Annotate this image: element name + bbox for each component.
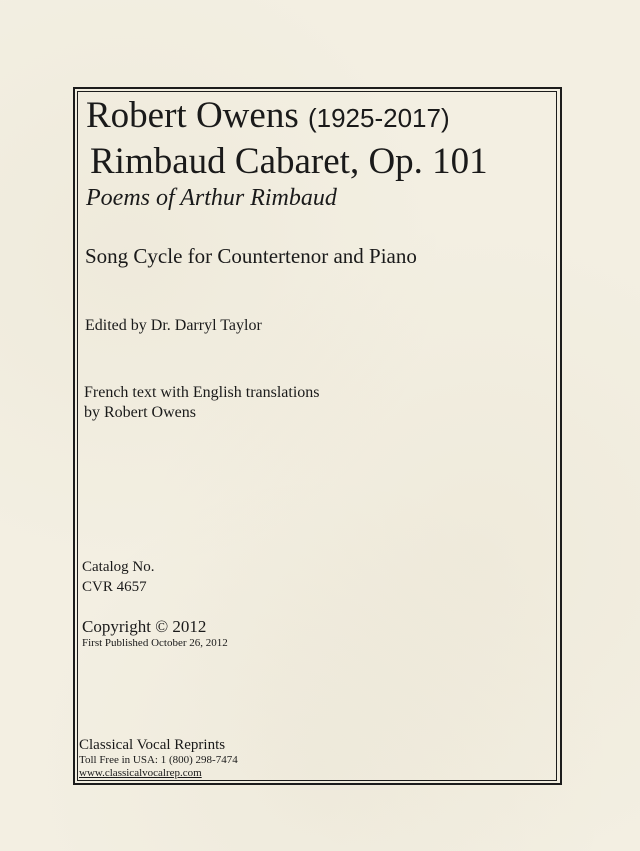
catalog-label: Catalog No. — [82, 559, 155, 575]
language-note-line-2: by Robert Owens — [84, 404, 196, 421]
composer-line — [86, 97, 450, 134]
catalog-number: CVR 4657 — [82, 579, 147, 595]
editor-credit: Edited by Dr. Darryl Taylor — [85, 317, 262, 334]
work-title: Rimbaud Cabaret, Op. 101 — [90, 141, 488, 182]
publisher-name: Classical Vocal Reprints — [79, 737, 226, 753]
work-subtitle: Poems of Arthur Rimbaud — [86, 185, 337, 211]
copyright-notice: Copyright © 2012 — [82, 617, 207, 636]
publisher-phone: Toll Free in USA: 1 (800) 298-7474 — [79, 754, 238, 766]
first-published-date: First Published October 26, 2012 — [82, 637, 228, 649]
composer-dates: (1925-2017) — [307, 103, 450, 133]
language-note-line-1: French text with English translations — [84, 384, 320, 401]
composer-name: Robert Owens — [86, 95, 299, 136]
song-cycle-description: Song Cycle for Countertenor and Piano — [85, 244, 417, 268]
publisher-website-link[interactable]: www.classicalvocalrep.com — [79, 767, 202, 779]
